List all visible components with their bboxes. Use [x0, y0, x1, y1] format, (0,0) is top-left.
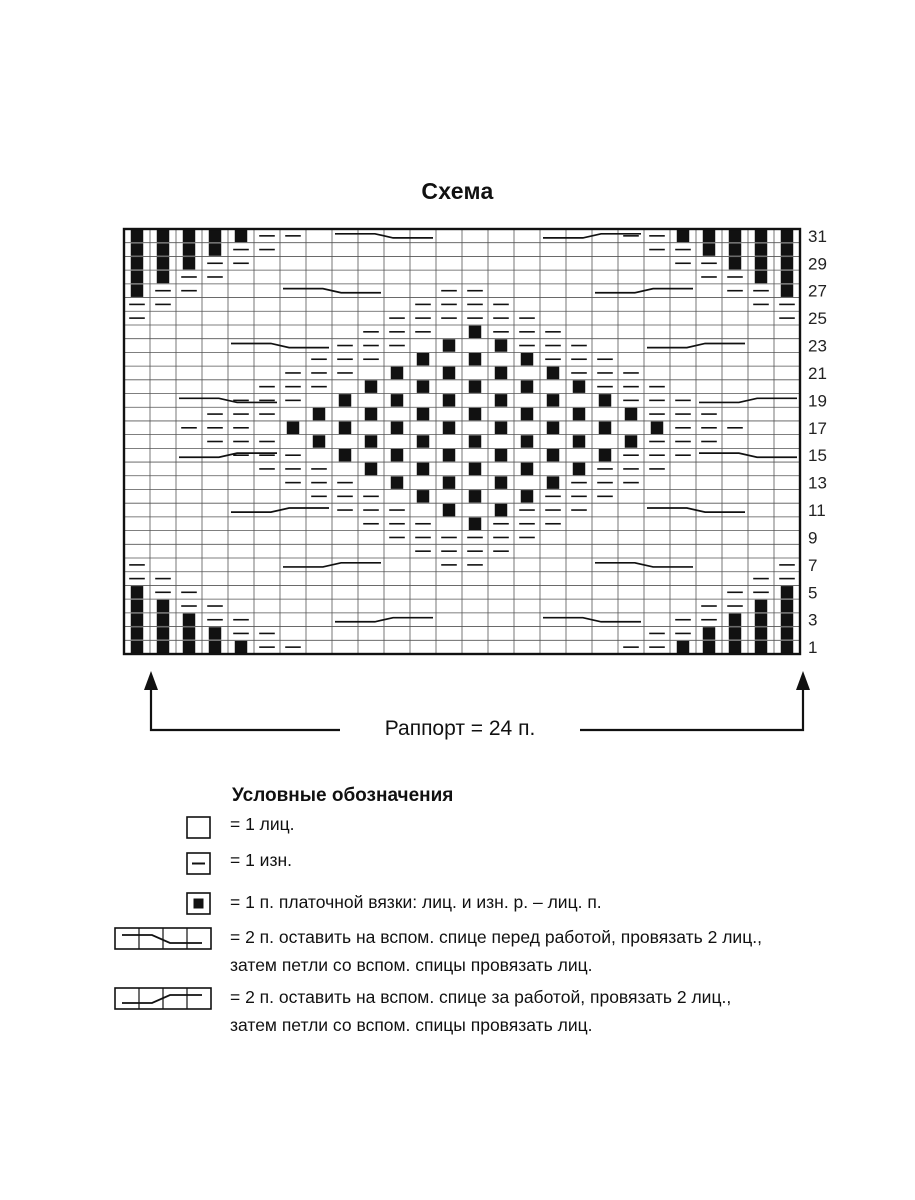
filled-square-mark — [391, 449, 403, 461]
cable-front-icon — [114, 927, 214, 951]
filled-square-mark — [391, 422, 403, 434]
filled-square-mark — [157, 627, 169, 639]
filled-square-mark — [469, 435, 481, 447]
filled-square-mark — [391, 394, 403, 406]
filled-square-mark — [417, 353, 429, 365]
filled-square-mark — [183, 641, 195, 653]
filled-square-mark — [625, 435, 637, 447]
row-number: 29 — [808, 254, 827, 274]
filled-square-mark — [521, 490, 533, 502]
row-number: 19 — [808, 391, 827, 411]
filled-square-mark — [703, 641, 715, 653]
row-number: 9 — [808, 528, 818, 548]
filled-square-mark — [781, 627, 793, 639]
filled-square-mark — [131, 271, 143, 283]
legend-text: = 1 лиц. — [230, 814, 295, 834]
filled-square-mark — [781, 613, 793, 625]
filled-square-mark — [521, 435, 533, 447]
filled-square-mark — [521, 463, 533, 475]
filled-square-mark — [443, 504, 455, 516]
rapport-bracket-left — [151, 688, 340, 730]
filled-square-mark — [443, 476, 455, 488]
filled-square-mark — [599, 394, 611, 406]
filled-square-mark — [469, 518, 481, 530]
filled-square-mark — [469, 353, 481, 365]
cable-back-icon — [114, 987, 214, 1011]
filled-square-mark — [417, 435, 429, 447]
filled-square-mark — [417, 490, 429, 502]
filled-square-mark — [235, 230, 247, 242]
filled-square-mark — [157, 230, 169, 242]
filled-square-mark — [521, 380, 533, 392]
filled-square-mark — [209, 243, 221, 255]
legend-text-line2: затем петли со вспом. спицы провязать лиц. — [230, 955, 593, 975]
filled-square-mark — [209, 230, 221, 242]
filled-square-mark — [235, 641, 247, 653]
filled-square-mark — [313, 435, 325, 447]
row-number: 11 — [808, 501, 826, 521]
filled-square-mark — [781, 600, 793, 612]
filled-square-mark — [729, 613, 741, 625]
filled-square-mark — [183, 613, 195, 625]
filled-square-mark — [781, 271, 793, 283]
filled-square-mark — [625, 408, 637, 420]
filled-square-mark — [209, 641, 221, 653]
filled-square-mark — [755, 627, 767, 639]
filled-square-mark — [391, 476, 403, 488]
filled-square-mark — [131, 613, 143, 625]
row-number: 5 — [808, 583, 818, 603]
filled-square-mark — [651, 422, 663, 434]
row-number: 1 — [808, 638, 818, 658]
filled-square-mark — [781, 284, 793, 296]
legend-title: Условные обозначения — [232, 785, 454, 806]
filled-square-mark — [157, 613, 169, 625]
filled-square-mark — [599, 449, 611, 461]
filled-square-mark — [131, 586, 143, 598]
filled-square-mark — [417, 408, 429, 420]
filled-square-mark — [157, 641, 169, 653]
row-number: 15 — [808, 446, 827, 466]
filled-square-mark — [729, 641, 741, 653]
filled-square-mark — [599, 422, 611, 434]
filled-square-mark — [365, 408, 377, 420]
filled-square-mark — [443, 394, 455, 406]
filled-square-mark — [131, 257, 143, 269]
filled-square-mark — [755, 230, 767, 242]
filled-square-mark — [495, 476, 507, 488]
filled-square-mark — [443, 367, 455, 379]
row-number: 13 — [808, 473, 827, 493]
filled-square-mark — [495, 504, 507, 516]
row-number: 21 — [808, 363, 827, 383]
filled-square-mark — [183, 230, 195, 242]
row-number: 31 — [808, 226, 827, 246]
filled-square-mark — [469, 380, 481, 392]
filled-square-mark — [313, 408, 325, 420]
dash-cell-icon — [186, 852, 212, 876]
filled-square-mark — [157, 271, 169, 283]
filled-square-mark — [573, 435, 585, 447]
filled-square-cell-icon — [186, 892, 212, 916]
filled-square-mark — [495, 394, 507, 406]
rapport-bracket-right — [580, 688, 803, 730]
filled-square-mark — [677, 641, 689, 653]
filled-square-mark — [781, 230, 793, 242]
filled-square-mark — [677, 230, 689, 242]
filled-square-mark — [547, 394, 559, 406]
legend-text: = 1 п. платочной вязки: лиц. и изн. р. – лиц. п. — [230, 892, 602, 912]
arrow-up-left-icon — [144, 671, 158, 690]
filled-square-mark — [365, 380, 377, 392]
filled-square-mark — [443, 449, 455, 461]
filled-square-mark — [417, 463, 429, 475]
filled-square-mark — [183, 257, 195, 269]
filled-square-mark — [131, 243, 143, 255]
filled-square-mark — [469, 490, 481, 502]
filled-square-mark — [131, 600, 143, 612]
filled-square-mark — [781, 641, 793, 653]
filled-square-mark — [183, 627, 195, 639]
filled-square-mark — [755, 257, 767, 269]
row-number: 27 — [808, 281, 827, 301]
filled-square-mark — [131, 627, 143, 639]
filled-square-mark — [755, 243, 767, 255]
filled-square-mark — [209, 627, 221, 639]
filled-square-mark — [469, 463, 481, 475]
filled-square-mark — [729, 230, 741, 242]
filled-square-mark — [781, 586, 793, 598]
filled-square-mark — [417, 380, 429, 392]
filled-square-mark — [521, 408, 533, 420]
filled-square-mark — [573, 408, 585, 420]
filled-square-mark — [157, 243, 169, 255]
row-number: 25 — [808, 309, 827, 329]
filled-square-mark — [521, 353, 533, 365]
filled-square-mark — [781, 243, 793, 255]
legend-text-line2: затем петли со вспом. спицы провязать лиц. — [230, 1015, 593, 1035]
filled-square-mark — [729, 627, 741, 639]
filled-square-mark — [365, 435, 377, 447]
filled-square-mark — [339, 449, 351, 461]
filled-square-mark — [131, 284, 143, 296]
legend-text: = 2 п. оставить на вспом. спице перед работой, провязать 2 лиц., — [230, 927, 762, 947]
filled-square-mark — [495, 422, 507, 434]
filled-square-mark — [131, 230, 143, 242]
empty-cell-icon — [186, 816, 212, 840]
filled-square-mark — [781, 257, 793, 269]
filled-square-mark — [131, 641, 143, 653]
filled-square-mark — [183, 243, 195, 255]
filled-square-mark — [755, 271, 767, 283]
filled-square-mark — [547, 367, 559, 379]
filled-square-mark — [157, 600, 169, 612]
filled-square-mark — [443, 339, 455, 351]
filled-square-mark — [157, 257, 169, 269]
filled-square-mark — [703, 627, 715, 639]
arrow-up-right-icon — [796, 671, 810, 690]
filled-square-mark — [729, 257, 741, 269]
row-number: 17 — [808, 418, 827, 438]
filled-square-mark — [391, 367, 403, 379]
rapport-label: Раппорт = 24 п. — [384, 717, 536, 740]
legend-text: = 2 п. оставить на вспом. спице за работой, провязать 2 лиц., — [230, 987, 732, 1007]
legend-text: = 1 изн. — [230, 850, 293, 870]
filled-square-mark — [547, 449, 559, 461]
filled-square-mark — [547, 476, 559, 488]
filled-square-mark — [469, 326, 481, 338]
filled-square-mark — [547, 422, 559, 434]
row-number: 23 — [808, 336, 827, 356]
filled-square-mark — [495, 339, 507, 351]
filled-square-mark — [365, 463, 377, 475]
row-number: 7 — [808, 555, 818, 575]
filled-square-mark — [573, 380, 585, 392]
filled-square-mark — [287, 422, 299, 434]
filled-square-mark — [339, 394, 351, 406]
chart-title: Схема — [421, 178, 494, 204]
filled-square-mark — [703, 243, 715, 255]
filled-square-mark — [339, 422, 351, 434]
filled-square-mark — [755, 641, 767, 653]
filled-square-mark — [495, 449, 507, 461]
row-number: 3 — [808, 610, 818, 630]
filled-square-mark — [495, 367, 507, 379]
filled-square-mark — [469, 408, 481, 420]
filled-square-mark — [755, 600, 767, 612]
filled-square-mark — [703, 230, 715, 242]
filled-square-mark — [729, 243, 741, 255]
filled-square-mark — [573, 463, 585, 475]
filled-square-mark — [443, 422, 455, 434]
filled-square-mark — [755, 613, 767, 625]
